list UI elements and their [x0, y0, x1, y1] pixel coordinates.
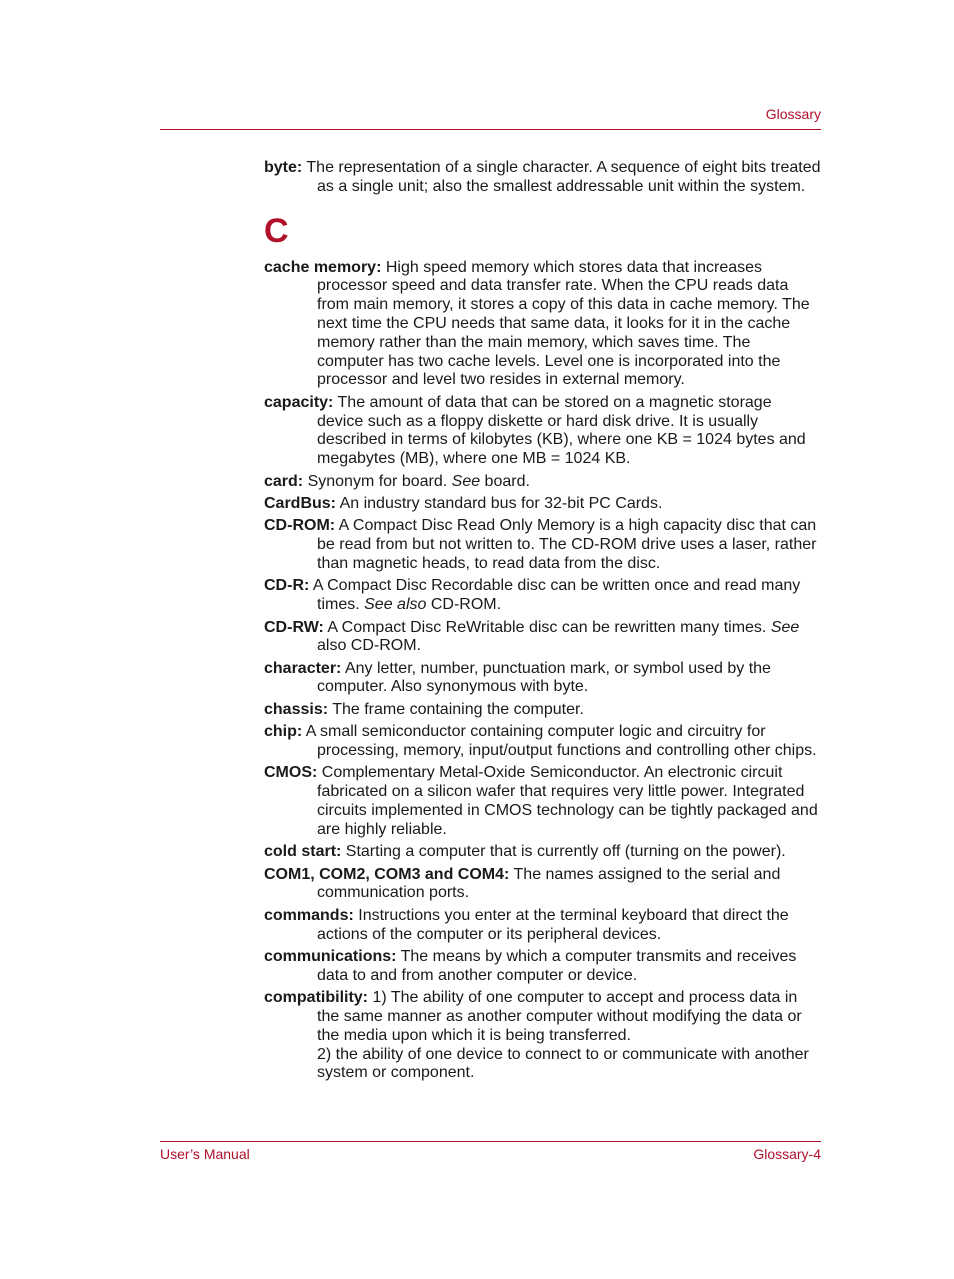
entry-definition: The amount of data that can be stored on a magnetic storage device such as a floppy diskette or hard disk drive. It is usually described in terms of kilobytes (KB), where one KB = 1024 bytes and megabytes (MB), where one MB = 1024 KB.	[317, 393, 806, 468]
glossary-entry	[264, 866, 821, 904]
glossary-entry	[264, 764, 821, 839]
glossary-entry	[264, 989, 821, 1083]
section-letter: C	[264, 211, 289, 250]
entry-definition: The means by which a computer transmits and receives data to and from another computer or device.	[317, 948, 797, 984]
entry-term: CardBus:	[264, 494, 337, 512]
entry-term: communications:	[264, 948, 397, 965]
entry-definition: A Compact Disc Recordable disc can be written once and read many times.	[309, 577, 801, 614]
entry-definition: A Compact Disc Read Only Memory is a high capacity disc that can be read from but not written to. The CD-ROM drive uses a laser, rather than magnetic heads, to read data from the disc.	[317, 517, 817, 572]
entry-definition: Instructions you enter at the terminal keyboard that direct the actions of the computer or its peripheral devices.	[317, 906, 789, 943]
entry-definition-tail: board.	[480, 472, 530, 490]
entry-definition: The frame containing the computer.	[328, 700, 584, 718]
entry-definition: The representation of a single character. A sequence of eight bits treated as a single unit; also the smallest addressable unit within the system.	[302, 159, 821, 195]
entry-term: CD-R:	[264, 577, 310, 595]
entry-term: CD-RW:	[264, 618, 324, 636]
glossary-entry	[264, 394, 821, 469]
glossary-entry	[264, 843, 821, 862]
glossary-entry	[264, 907, 821, 945]
glossary-entry	[264, 495, 821, 514]
entry-definition: Any letter, number, punctuation mark, or symbol used by the computer. Also synonymous with byte.	[317, 659, 771, 696]
entry-term: compatibility:	[264, 989, 369, 1007]
entry-cross-reference: See	[770, 618, 800, 636]
entry-term: COM1, COM2, COM3 and COM4:	[264, 865, 510, 883]
glossary-content	[264, 159, 821, 1087]
glossary-entry	[264, 517, 821, 573]
entry-definition: A small semiconductor containing computer logic and circuitry for processing, memory, input/output functions and controlling other chips.	[302, 723, 817, 760]
entry-term: commands:	[264, 906, 354, 924]
entry-term: CD-ROM:	[264, 517, 336, 535]
entry-term: chassis:	[264, 700, 329, 718]
entry-definition: Complementary Metal-Oxide Semiconductor. An electronic circuit fabricated on a silicon wafer that requires very little power. Integrated circuits implemented in CMOS technology can be tightly packaged and are highly reliable.	[317, 764, 818, 838]
glossary-entry	[264, 473, 821, 492]
footer-manual-title: User’s Manual	[160, 1146, 250, 1162]
entry-definition-tail: also CD-ROM.	[317, 637, 422, 655]
entry-definition: A Compact Disc ReWritable disc can be rewritten many times.	[323, 618, 771, 636]
glossary-entry	[264, 701, 821, 720]
entry-term: character:	[264, 659, 342, 677]
glossary-entry	[264, 660, 821, 698]
entry-definition-continued: 2) the ability of one device to connect to or communicate with another system or component.	[317, 1045, 809, 1082]
glossary-entry	[264, 159, 821, 197]
entry-cross-reference: See also	[364, 596, 427, 614]
entry-definition: The names assigned to the serial and communication ports.	[317, 865, 781, 902]
entry-definition: Synonym for board.	[303, 472, 452, 490]
entry-definition: 1) The ability of one computer to accept and process data in the same manner as another computer without modifying the data or the media upon which it is being transferred.	[317, 989, 802, 1044]
entry-term: chip:	[264, 723, 303, 741]
footer-rule	[160, 1141, 821, 1142]
entry-term: capacity:	[264, 393, 334, 411]
entry-term: cold start:	[264, 843, 342, 861]
entry-list	[264, 259, 821, 1084]
entry-cross-reference: See	[451, 472, 481, 490]
entry-definition: High speed memory which stores data that increases processor speed and data transfer rate. When the CPU reads data from main memory, it stores a copy of this data in cache memory. The next time the CPU needs that same data, it looks for it in the cache memory rather than the main memory, which saves time. The computer has two cache levels. Level one is incorporated into the processor and level two resides in external memory.	[317, 258, 810, 389]
entry-definition-tail: CD-ROM.	[426, 596, 502, 614]
glossary-entry	[264, 723, 821, 761]
glossary-entry	[264, 577, 821, 615]
glossary-entry	[264, 619, 821, 657]
entry-term: byte:	[264, 159, 303, 176]
page-header-title: Glossary	[765, 106, 821, 122]
entry-definition: An industry standard bus for 32-bit PC Cards.	[336, 494, 663, 512]
glossary-entry	[264, 259, 821, 391]
entry-definition: Starting a computer that is currently off (turning on the power).	[341, 843, 786, 861]
header-rule	[160, 129, 821, 130]
entry-term: card:	[264, 472, 304, 490]
entry-term: CMOS:	[264, 764, 318, 782]
footer-page-number: Glossary-4	[753, 1146, 821, 1162]
glossary-entry	[264, 948, 821, 986]
entry-term: cache memory:	[264, 258, 382, 276]
